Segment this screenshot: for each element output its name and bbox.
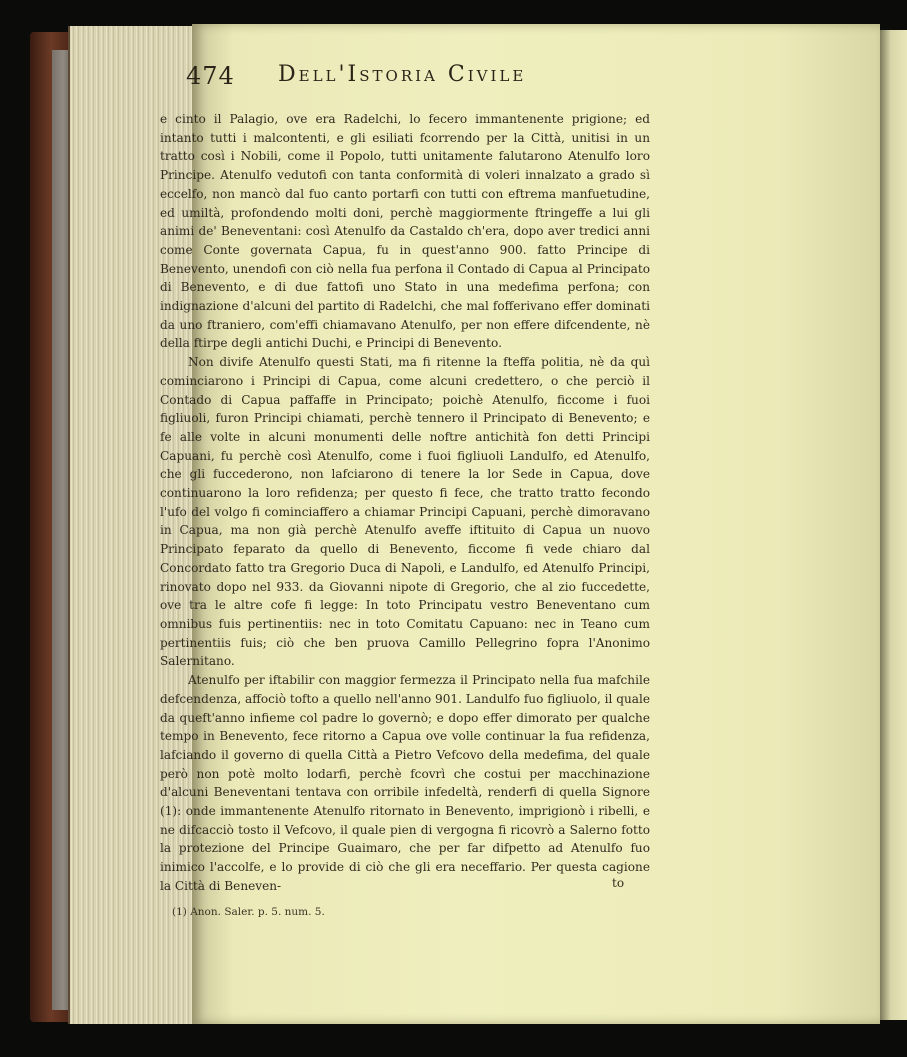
running-title: Dell'Istoria Civile — [278, 62, 527, 87]
paragraph: Atenulfo per iftabilir con maggior fermezza il Principato nella fua mafchile defcendenza, affociò tofto a quello nell'anno 901. Landulfo fuo figliuolo, il quale da queft'anno infieme col padre lo governò; e dopo effer dimorato per qualche tempo in Benevento, fece ritorno a Capua ove volle continuar la fua refidenza, lafciando il governo di quella Città a Pietro Vefcovo della medefima, del quale però non potè molto lodarfi, perchè fcovrì che costui per macchinazione d'alcuni Beneventani tentava con orribile infedeltà, renderfi di quella Signore (1): onde immantenente Atenulfo ritornato in Benevento, imprigionò i ribelli, e ne difcacciò tosto il Vefcovo, il quale pien di vergogna fi ricovrò a Salerno fotto la protezione del Principe Guaimaro, che per far difpetto ad Atenulfo fuo inimico l'accolfe, e lo provide di ciò che gli era neceffario. Per questa cagione la Città di Beneven- — [160, 673, 651, 893]
paragraph: e cinto il Palagio, ove era Radelchi, lo fecero immantenente prigione; ed intanto tutti i malcontenti, e gli esiliati fcorrendo per la Città, unitisi in un tratto così i Nobili, come il Popolo, tutti unitamente falutarono Atenulfo loro Principe. Atenulfo vedutofi con tanta conformità di voleri innalzato a grado sì eccelfo, non mancò dal fuo canto portarfi con tutti con eftrema manfuetudine, ed umiltà, profondendo molti doni, perchè maggiormente ftringeffe a lui gli animi de' Beneventani: così Atenulfo da Castaldo ch'era, dopo aver tredici anni come Conte governata Capua, fu in quest'anno 900. fatto Principe di Benevento, unendofi con ciò nella fua perfona il Contado di Capua al Principato di Benevento, e di due fattofi uno Stato in una medefima perfona; con indignazione d'alcuni del partito di Radelchi, che mal fofferivano effer dominati da uno ftraniero, com'effi chiamavano Atenulfo, per non effere difcendente, nè della ftirpe degli antichi Duchi, e Principi di Benevento. — [160, 112, 650, 351]
page-number: 474 — [186, 62, 235, 90]
facing-page-edge — [880, 30, 907, 1020]
body-text — [160, 110, 650, 896]
footnote: (1) Anon. Saler. p. 5. num. 5. — [172, 906, 325, 918]
paragraph: Non divife Atenulfo questi Stati, ma fi ritenne la fteffa politia, nè da quì cominciarono i Principi di Capua, come alcuni credettero, o che perciò il Contado di Capua paffaffe in Principato; poichè Atenulfo, ficcome i fuoi figliuoli, furon Principi chiamati, perchè tennero il Principato di Benevento; e fe alle volte in alcuni monumenti delle noftre antichità fon detti Principi Capuani, fu perchè così Atenulfo, come i fuoi figliuoli Landulfo, ed Atenulfo, che gli fuccederono, non lafciarono di tenere la lor Sede in Capua, dove continuarono la loro refidenza; per questo fi fece, che tratto tratto fecondo l'ufo del volgo fi cominciaffero a chiamar Principi Capuani, perchè dimoravano in Capua, ma non già perchè Atenulfo aveffe iftituito di Capua un nuovo Principato feparato da quello di Benevento, ficcome fi vede chiaro dal Concordato fatto tra Gregorio Duca di Napoli, e Landulfo, ed Atenulfo Principi, rinovato dopo nel 933. da Giovanni nipote di Gregorio, che al zio fuccedette, ove tra le altre cofe fi legge: In toto Principatu vestro Beneventano cum omnibus fuis pertinentiis: nec in toto Comitatu Capuano: nec in Teano cum pertinentiis fuis; ciò che ben pruova Camillo Pellegrino fopra l'Anonimo Salernitano. — [160, 355, 650, 669]
page-header — [186, 62, 686, 102]
catchword: to — [612, 876, 625, 890]
